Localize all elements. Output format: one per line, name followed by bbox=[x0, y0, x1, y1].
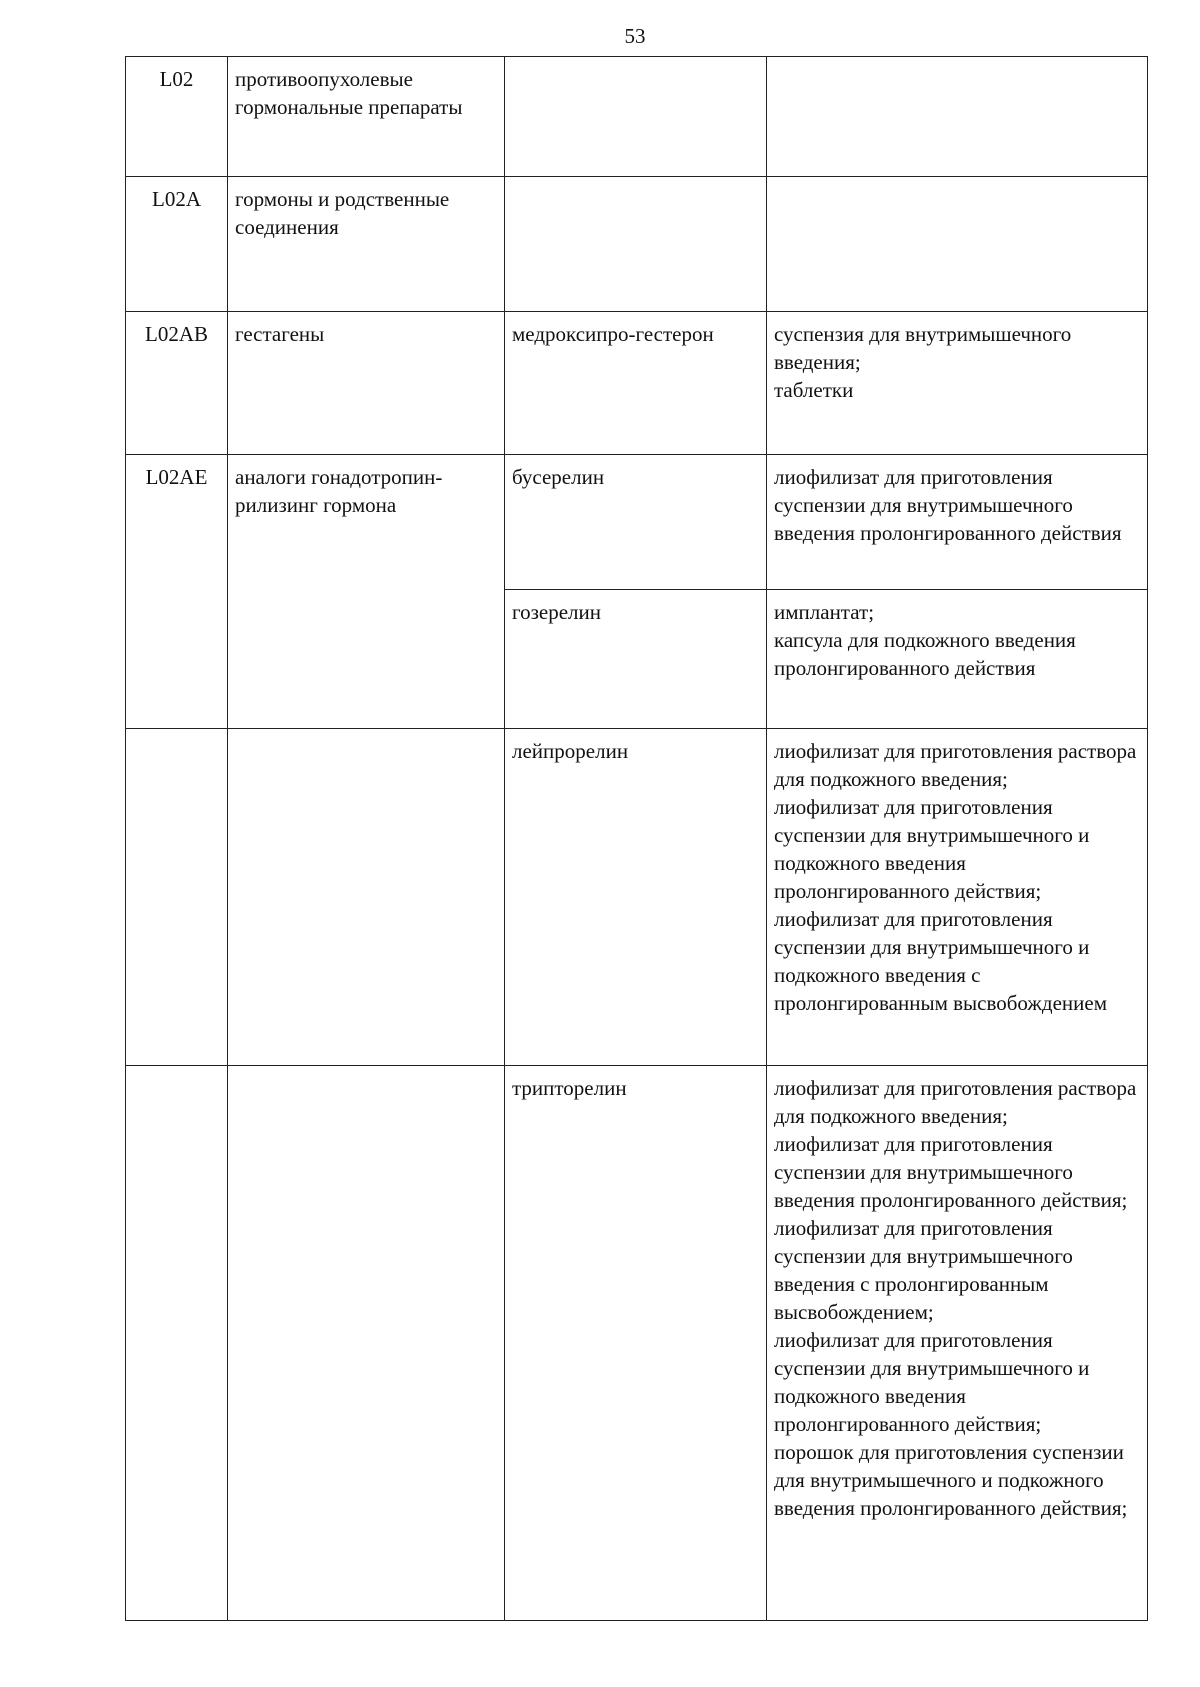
group-name-cell: гормоны и родственные соединения bbox=[228, 177, 505, 312]
table-row bbox=[126, 177, 1148, 312]
group-name-cell bbox=[228, 1066, 505, 1621]
drug-name-cell bbox=[505, 177, 767, 312]
page-number: 53 bbox=[624, 24, 646, 48]
atc-code-cell bbox=[126, 729, 228, 1066]
dosage-form-cell: лиофилизат для приготовления суспензии для внутримышечного введения пролонгированного действия bbox=[767, 455, 1148, 590]
atc-code-cell: L02A bbox=[126, 177, 228, 312]
group-name-cell: гестагены bbox=[228, 312, 505, 455]
drug-name-cell: медроксипро-гестерон bbox=[505, 312, 767, 455]
dosage-form-cell: имплантат; капсула для подкожного введения пролонгированного действия bbox=[767, 590, 1148, 729]
table-row bbox=[126, 1066, 1148, 1621]
table-row bbox=[126, 57, 1148, 177]
table-row bbox=[126, 312, 1148, 455]
drug-name-cell: лейпрорелин bbox=[505, 729, 767, 1066]
dosage-form-cell: лиофилизат для приготовления раствора для подкожного введения; лиофилизат для приготовления суспензии для внутримышечного введения пролонгированного действия; лиофилизат для приготовления суспензии для внутримышечного введения с пролонгированным высвобождением; лиофилизат для приготовления суспензии для внутримышечного и подкожного введения пролонгированного действия; порошок для приготовления суспензии для внутримышечного и подкожного введения пролонгированного действия; bbox=[767, 1066, 1148, 1621]
dosage-form-cell: лиофилизат для приготовления раствора для подкожного введения; лиофилизат для приготовления суспензии для внутримышечного и подкожного введения пролонгированного действия; лиофилизат для приготовления суспензии для внутримышечного и подкожного введения с пролонгированным высвобождением bbox=[767, 729, 1148, 1066]
atc-code-cell: L02AE bbox=[126, 455, 228, 729]
table-row bbox=[126, 455, 1148, 590]
group-name-cell: противоопухолевые гормональные препараты bbox=[228, 57, 505, 177]
dosage-form-cell: суспензия для внутримышечного введения; таблетки bbox=[767, 312, 1148, 455]
drug-name-cell: трипторелин bbox=[505, 1066, 767, 1621]
atc-code-cell bbox=[126, 1066, 228, 1621]
group-name-cell bbox=[228, 729, 505, 1066]
drug-table bbox=[125, 56, 1148, 1621]
dosage-form-cell bbox=[767, 57, 1148, 177]
table-row bbox=[126, 729, 1148, 1066]
drug-name-cell: бусерелин bbox=[505, 455, 767, 590]
atc-code-cell: L02AB bbox=[126, 312, 228, 455]
atc-code-cell: L02 bbox=[126, 57, 228, 177]
dosage-form-cell bbox=[767, 177, 1148, 312]
group-name-cell: аналоги гонадотропин-рилизинг гормона bbox=[228, 455, 505, 729]
drug-name-cell bbox=[505, 57, 767, 177]
drug-name-cell: гозерелин bbox=[505, 590, 767, 729]
